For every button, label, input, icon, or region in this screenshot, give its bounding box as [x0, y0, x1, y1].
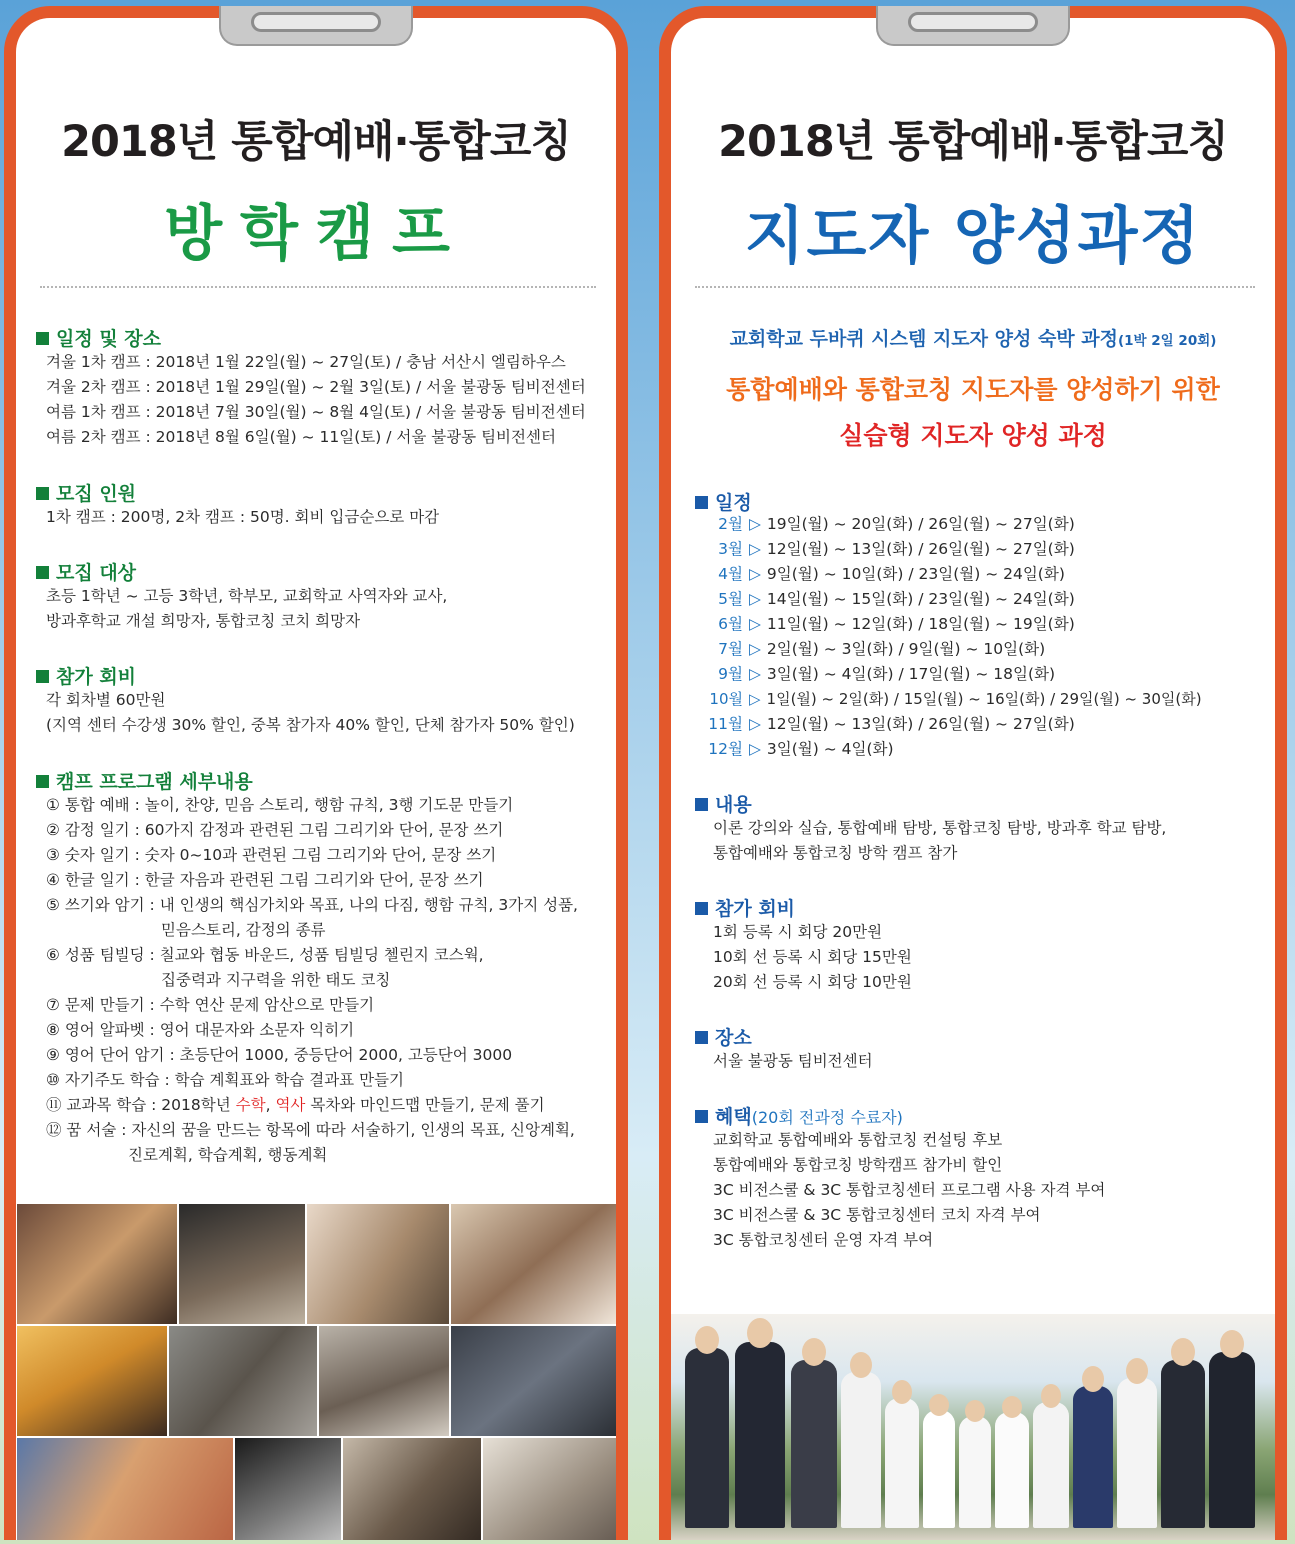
person [885, 1398, 919, 1528]
intro-line1: 교회학교 두바퀴 시스템 지도자 양성 숙박 과정(1박 2일 20회) [729, 328, 1217, 350]
schedule-line: 여름 2차 캠프 : 2018년 8월 6일(월) ~ 11일(토) / 서울 불광동 팀비전센터 [46, 428, 556, 446]
person [995, 1412, 1029, 1528]
photo [482, 1437, 616, 1540]
fee-line: 1회 등록 시 회당 20만원 [713, 923, 883, 941]
triangle-arrow-icon: ▷ [749, 740, 761, 758]
person [1073, 1386, 1113, 1528]
left-title-line2: 방학캠프 [164, 199, 468, 269]
divider [40, 286, 596, 288]
schedule-row: 7월 ▷ 2일(월) ~ 3일(화) / 9일(월) ~ 10일(화) [718, 640, 1046, 658]
photo [16, 1325, 168, 1437]
schedule-row: 2월 ▷ 19일(월) ~ 20일(화) / 26일(월) ~ 27일(화) [718, 515, 1075, 533]
photo [342, 1437, 482, 1540]
photo [306, 1203, 450, 1325]
target-line: 초등 1학년 ~ 고등 3학년, 학부모, 교회학교 사역자와 교사, [46, 587, 448, 605]
content-line: 이론 강의와 실습, 통합예배 탐방, 통합코칭 탐방, 방과후 학교 탐방, [713, 819, 1167, 837]
right-title-line1: 2018년 통합예배·통합코칭 [718, 117, 1228, 167]
fee-line: 각 회차별 60만원 [46, 691, 166, 709]
left-flyer-board [4, 6, 628, 1540]
right-flyer-paper [671, 18, 1275, 1540]
highlight-history: 역사 [275, 1096, 306, 1114]
group-photo [671, 1314, 1275, 1540]
square-bullet-icon [695, 1031, 708, 1044]
person [735, 1342, 785, 1528]
fee-line: (지역 센터 수강생 30% 할인, 중복 참가자 40% 할인, 단체 참가자 50% 할인) [46, 716, 575, 734]
target-line: 방과후학교 개설 희망자, 통합코칭 코치 희망자 [46, 612, 361, 630]
section-heading-capacity: 모집 인원 [36, 479, 136, 506]
triangle-arrow-icon: ▷ [749, 565, 761, 583]
benefit-line: 교회학교 통합예배와 통합코칭 컨설팅 후보 [713, 1131, 1003, 1149]
square-bullet-icon [36, 487, 49, 500]
program-line: 진로계획, 학습계획, 행동계획 [128, 1146, 328, 1164]
right-flyer-board [659, 6, 1287, 1540]
person-head [1002, 1396, 1022, 1418]
divider [695, 286, 1255, 288]
schedule-line: 겨울 1차 캠프 : 2018년 1월 22일(월) ~ 27일(토) / 충남 서산시 엘림하우스 [46, 353, 566, 371]
schedule-row: 4월 ▷ 9일(월) ~ 10일(화) / 23일(월) ~ 24일(화) [718, 565, 1065, 583]
section-heading-target: 모집 대상 [36, 558, 136, 585]
program-line: ② 감정 일기 : 60가지 감정과 관련된 그림 그리기와 단어, 문장 쓰기 [46, 821, 504, 839]
program-line: ⑩ 자기주도 학습 : 학습 계획표와 학습 결과표 만들기 [46, 1071, 404, 1089]
program-line: ⑧ 영어 알파벳 : 영어 대문자와 소문자 익히기 [46, 1021, 355, 1039]
person [791, 1360, 837, 1528]
person [1161, 1360, 1205, 1528]
program-line: ⑥ 성품 팀빌딩 : 칠교와 협동 바운드, 성품 팀빌딩 첼린지 코스웍, [46, 946, 484, 964]
program-line: 집중력과 지구력을 위한 태도 코칭 [161, 971, 391, 989]
triangle-arrow-icon: ▷ [749, 640, 761, 658]
program-line: ⑨ 영어 단어 암기 : 초등단어 1000, 중등단어 2000, 고등단어 3000 [46, 1046, 513, 1064]
triangle-arrow-icon: ▷ [749, 615, 761, 633]
person-head [850, 1352, 872, 1378]
fee-line: 10회 선 등록 시 회당 15만원 [713, 948, 912, 966]
benefit-line: 3C 통합코칭센터 운영 자격 부여 [713, 1231, 934, 1249]
person-head [929, 1394, 949, 1416]
person [685, 1348, 729, 1528]
photo-collage [16, 1203, 616, 1540]
person-head [802, 1338, 826, 1366]
benefit-line: 3C 비전스쿨 & 3C 통합코칭센터 코치 자격 부여 [713, 1206, 1041, 1224]
person-head [1171, 1338, 1195, 1366]
person-head [747, 1318, 773, 1348]
section-heading-fee: 참가 회비 [695, 894, 795, 921]
schedule-row: 6월 ▷ 11일(월) ~ 12일(화) / 18일(월) ~ 19일(화) [718, 615, 1075, 633]
triangle-arrow-icon: ▷ [749, 540, 761, 558]
section-heading-content: 내용 [695, 790, 752, 817]
right-title-line2: 지도자 양성과정 [744, 199, 1202, 272]
square-bullet-icon [695, 1110, 708, 1123]
photo [16, 1437, 234, 1540]
photo [234, 1437, 342, 1540]
schedule-row: 10월 ▷ 1일(월) ~ 2일(화) / 15일(월) ~ 16일(화) / 29일(월) ~ 30일(화) [709, 690, 1202, 708]
program-line: ⑫ 꿈 서술 : 자신의 꿈을 만드는 항목에 따라 서술하기, 인생의 목표, 신앙계획, [46, 1121, 575, 1139]
square-bullet-icon [36, 670, 49, 683]
square-bullet-icon [695, 798, 708, 811]
square-bullet-icon [36, 332, 49, 345]
photo [16, 1203, 178, 1325]
section-heading-benefit: 혜택(20회 전과정 수료자) [695, 1102, 903, 1129]
section-heading-program: 캠프 프로그램 세부내용 [36, 767, 253, 794]
benefit-line: 통합예배와 통합코칭 방학캠프 참가비 할인 [713, 1156, 1003, 1174]
section-heading-fee: 참가 회비 [36, 662, 136, 689]
benefit-line: 3C 비전스쿨 & 3C 통합코칭센터 프로그램 사용 자격 부여 [713, 1181, 1106, 1199]
left-flyer-paper [16, 18, 616, 1540]
square-bullet-icon [695, 496, 708, 509]
square-bullet-icon [36, 775, 49, 788]
schedule-line: 여름 1차 캠프 : 2018년 7월 30일(월) ~ 8월 4일(토) / 서울 불광동 팀비전센터 [46, 403, 586, 421]
person-head [892, 1380, 912, 1404]
benefit-note: (20회 전과정 수료자) [751, 1108, 903, 1127]
person-head [1082, 1366, 1104, 1392]
clipboard-clip-icon [876, 6, 1070, 46]
program-line: ⑤ 쓰기와 암기 : 내 인생의 핵심가치와 목표, 나의 다짐, 행함 규칙, 3가지 성품, [46, 896, 578, 914]
photo [318, 1325, 450, 1437]
capacity-line: 1차 캠프 : 200명, 2차 캠프 : 50명. 회비 입금순으로 마감 [46, 508, 440, 526]
person-head [1220, 1330, 1244, 1358]
triangle-arrow-icon: ▷ [749, 690, 761, 708]
person-head [1126, 1358, 1148, 1384]
program-line: ⑪ 교과목 학습 : 2018학년 수학, 역사 목차와 마인드맵 만들기, 문제 풀기 [46, 1096, 545, 1114]
triangle-arrow-icon: ▷ [749, 665, 761, 683]
intro-line3: 실습형 지도자 양성 과정 [839, 421, 1107, 450]
photo [168, 1325, 318, 1437]
schedule-row: 12월 ▷ 3일(월) ~ 4일(화) [708, 740, 894, 758]
section-heading-place: 장소 [695, 1023, 752, 1050]
schedule-row: 9월 ▷ 3일(월) ~ 4일(화) / 17일(월) ~ 18일(화) [718, 665, 1056, 683]
fee-line: 20회 선 등록 시 회당 10만원 [713, 973, 912, 991]
program-line: 믿음스토리, 감정의 종류 [161, 921, 326, 939]
schedule-line: 겨울 2차 캠프 : 2018년 1월 29일(월) ~ 2월 3일(토) / 서울 불광동 팀비전센터 [46, 378, 586, 396]
person [841, 1372, 881, 1528]
triangle-arrow-icon: ▷ [749, 715, 761, 733]
section-heading-schedule: 일정 [695, 488, 752, 515]
program-line: ⑦ 문제 만들기 : 수학 연산 문제 암산으로 만들기 [46, 996, 375, 1014]
place-line: 서울 불광동 팀비전센터 [713, 1052, 873, 1070]
photo [450, 1325, 616, 1437]
square-bullet-icon [695, 902, 708, 915]
highlight-math: 수학 [235, 1096, 266, 1114]
square-bullet-icon [36, 566, 49, 579]
person [1117, 1378, 1157, 1528]
program-line: ① 통합 예배 : 놀이, 찬양, 믿음 스토리, 행함 규칙, 3행 기도문 만들기 [46, 796, 514, 814]
clipboard-clip-icon [219, 6, 413, 46]
triangle-arrow-icon: ▷ [749, 515, 761, 533]
schedule-row: 5월 ▷ 14일(월) ~ 15일(화) / 23일(월) ~ 24일(화) [718, 590, 1075, 608]
intro-line2: 통합예배와 통합코칭 지도자를 양성하기 위한 [726, 375, 1220, 404]
left-title-line1: 2018년 통합예배·통합코칭 [61, 117, 571, 167]
photo [450, 1203, 616, 1325]
schedule-row: 3월 ▷ 12일(월) ~ 13일(화) / 26일(월) ~ 27일(화) [718, 540, 1075, 558]
section-heading-schedule: 일정 및 장소 [36, 324, 161, 351]
schedule-row: 11월 ▷ 12일(월) ~ 13일(화) / 26일(월) ~ 27일(화) [708, 715, 1075, 733]
triangle-arrow-icon: ▷ [749, 590, 761, 608]
program-line: ③ 숫자 일기 : 숫자 0~10과 관련된 그림 그리기와 단어, 문장 쓰기 [46, 846, 497, 864]
content-line: 통합예배와 통합코칭 방학 캠프 참가 [713, 844, 958, 862]
person [1209, 1352, 1255, 1528]
person-head [695, 1326, 719, 1354]
photo [178, 1203, 306, 1325]
person-head [1041, 1384, 1061, 1408]
program-line: ④ 한글 일기 : 한글 자음과 관련된 그림 그리기와 단어, 문장 쓰기 [46, 871, 484, 889]
person-head [965, 1400, 985, 1422]
person [959, 1416, 991, 1528]
person [923, 1410, 955, 1528]
person [1033, 1402, 1069, 1528]
